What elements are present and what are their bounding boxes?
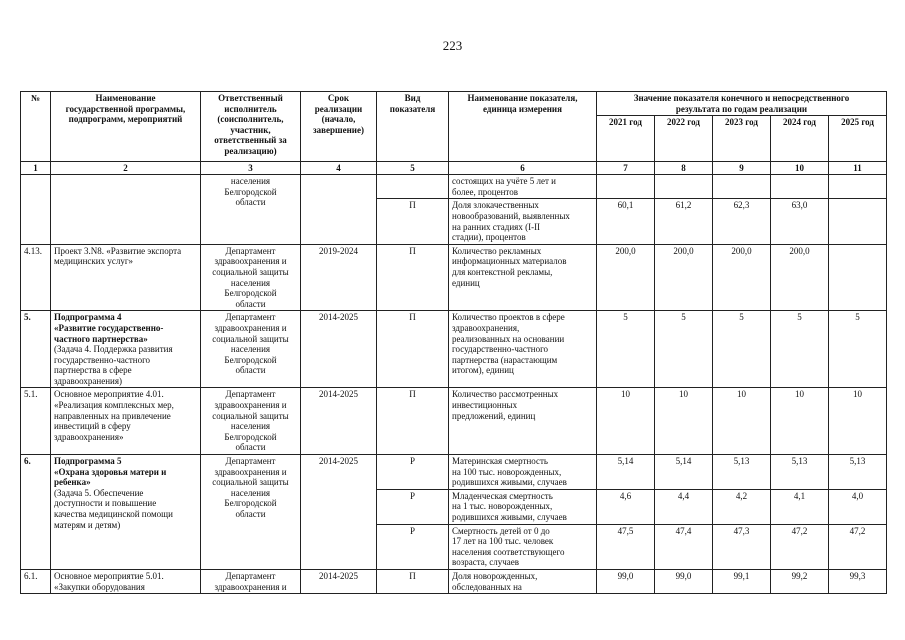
header-term: Срок реализации (начало, завершение): [301, 92, 377, 162]
row-value: [713, 175, 771, 199]
table-row: [21, 455, 887, 490]
row-value: 47,5: [597, 524, 655, 569]
row-indicator: Материнская смертность на 100 тыс. новорожденных, родившихся живыми, случаев: [449, 455, 597, 490]
row-name-cell: [51, 455, 201, 570]
row-value: [771, 175, 829, 199]
row-value: 60,1: [597, 199, 655, 244]
row-type: П: [377, 311, 449, 388]
table-row: [21, 311, 887, 388]
row-value: 61,2: [655, 199, 713, 244]
program-table: [20, 91, 887, 594]
row-term: [301, 175, 377, 245]
table-row: [21, 569, 887, 593]
row-value: 5: [597, 311, 655, 388]
row-indicator: Доля злокачественных новообразований, выявленных на ранних стадиях (I-II стадии), процентов: [449, 199, 597, 244]
row-value: [829, 244, 887, 311]
column-numbers-row: [21, 162, 887, 175]
row-value: 5,13: [713, 455, 771, 490]
row-value: [829, 199, 887, 244]
row-name: Проект 3.N8. «Развитие экспорта медицинских услуг»: [51, 244, 201, 311]
row-value: 5,14: [655, 455, 713, 490]
row-value: 62,3: [713, 199, 771, 244]
header-indicator: Наименование показателя, единица измерения: [449, 92, 597, 162]
row-type: Р: [377, 524, 449, 569]
column-number: 4: [301, 162, 377, 175]
row-type: [377, 175, 449, 199]
row-value: 10: [829, 388, 887, 455]
row-value: 99,3: [829, 569, 887, 593]
table-row: [21, 388, 887, 455]
row-value: 5,13: [829, 455, 887, 490]
row-no: 5.1.: [21, 388, 51, 455]
row-value: 5,13: [771, 455, 829, 490]
row-executor: Департамент здравоохранения и социальной защиты населения Белгородской области: [201, 388, 301, 455]
header-year: 2023 год: [713, 116, 771, 162]
header-values-group: Значение показателя конечного и непосредственного результата по годам реализации: [597, 92, 887, 116]
row-indicator: Доля новорожденных, обследованных на: [449, 569, 597, 593]
row-term: 2014-2025: [301, 388, 377, 455]
row-type: Р: [377, 489, 449, 524]
row-value: 200,0: [713, 244, 771, 311]
row-value: 99,0: [597, 569, 655, 593]
row-name: (Задача 5. Обеспечение доступности и повышение качества медицинской помощи матерям и детям): [54, 487, 173, 530]
row-value: 4,2: [713, 489, 771, 524]
row-name: Основное мероприятие 5.01. «Закупки оборудования: [51, 569, 201, 593]
row-no: 4.13.: [21, 244, 51, 311]
row-value: 200,0: [655, 244, 713, 311]
row-value: 4,6: [597, 489, 655, 524]
row-term: 2014-2025: [301, 569, 377, 593]
table-row: [21, 175, 887, 199]
row-value: [655, 175, 713, 199]
row-executor: Департамент здравоохранения и социальной защиты населения Белгородской области: [201, 455, 301, 570]
row-value: 47,4: [655, 524, 713, 569]
row-term: 2014-2025: [301, 311, 377, 388]
row-term: 2014-2025: [301, 455, 377, 570]
header-year: 2025 год: [829, 116, 887, 162]
row-name-bold: Подпрограмма 4 «Развитие государственно- частного партнерства»: [54, 312, 164, 344]
table-row: [21, 244, 887, 311]
row-name: (Задача 4. Поддержка развития государственно-частного партнерства в сфере здравоохранения): [54, 344, 173, 386]
row-no: 5.: [21, 311, 51, 388]
row-value: 99,0: [655, 569, 713, 593]
row-value: 99,2: [771, 569, 829, 593]
row-executor: населения Белгородской области: [201, 175, 301, 245]
column-number: 1: [21, 162, 51, 175]
column-number: 5: [377, 162, 449, 175]
row-value: [597, 175, 655, 199]
row-value: 5,14: [597, 455, 655, 490]
row-no: 6.: [21, 455, 51, 570]
row-indicator: Смертность детей от 0 до 17 лет на 100 тыс. человек населения соответствующего возраста, случаев: [449, 524, 597, 569]
header-year: 2021 год: [597, 116, 655, 162]
row-no: 6.1.: [21, 569, 51, 593]
row-type: Р: [377, 455, 449, 490]
column-number: 9: [713, 162, 771, 175]
row-value: 47,2: [771, 524, 829, 569]
page-number: 223: [442, 38, 463, 53]
row-value: 5: [655, 311, 713, 388]
row-value: 99,1: [713, 569, 771, 593]
header-no: №: [21, 92, 51, 162]
row-value: 10: [597, 388, 655, 455]
row-indicator: Количество рассмотренных инвестиционных предложений, единиц: [449, 388, 597, 455]
column-number: 3: [201, 162, 301, 175]
row-value: [829, 175, 887, 199]
column-number: 8: [655, 162, 713, 175]
row-type: П: [377, 388, 449, 455]
row-value: 47,2: [829, 524, 887, 569]
row-indicator: Младенческая смертность на 1 тыс. новорожденных, родившихся живыми, случаев: [449, 489, 597, 524]
row-value: 4,0: [829, 489, 887, 524]
row-value: 5: [829, 311, 887, 388]
column-number: 2: [51, 162, 201, 175]
row-term: 2019-2024: [301, 244, 377, 311]
row-value: 4,4: [655, 489, 713, 524]
row-executor: Департамент здравоохранения и социальной защиты населения Белгородской области: [201, 244, 301, 311]
row-type: П: [377, 199, 449, 244]
row-value: 10: [655, 388, 713, 455]
row-indicator: Количество проектов в сфере здравоохранения, реализованных на основании государственно-частного партнерства (нарастающим итогом), единиц: [449, 311, 597, 388]
row-name-bold: Подпрограмма 5 «Охрана здоровья матери и ребенка»: [54, 456, 167, 488]
row-value: 47,3: [713, 524, 771, 569]
row-no: [21, 175, 51, 245]
column-number: 6: [449, 162, 597, 175]
row-type: П: [377, 244, 449, 311]
row-indicator: Количество рекламных информационных материалов для контекстной рекламы, единиц: [449, 244, 597, 311]
header-year: 2022 год: [655, 116, 713, 162]
row-value: 63,0: [771, 199, 829, 244]
column-number: 7: [597, 162, 655, 175]
row-value: 200,0: [771, 244, 829, 311]
row-indicator: состоящих на учёте 5 лет и более, процентов: [449, 175, 597, 199]
row-value: 4,1: [771, 489, 829, 524]
row-value: 200,0: [597, 244, 655, 311]
header-type: Вид показателя: [377, 92, 449, 162]
row-name-cell: [51, 311, 201, 388]
row-value: 5: [713, 311, 771, 388]
row-executor: Департамент здравоохранения и: [201, 569, 301, 593]
column-number: 10: [771, 162, 829, 175]
header-executor: Ответственный исполнитель (соисполнитель, участник, ответственный за реализацию): [201, 92, 301, 162]
header-name: Наименование государственной программы, подпрограмм, мероприятий: [51, 92, 201, 162]
row-executor: Департамент здравоохранения и социальной защиты населения Белгородской области: [201, 311, 301, 388]
row-value: 10: [713, 388, 771, 455]
row-value: 10: [771, 388, 829, 455]
row-value: 5: [771, 311, 829, 388]
header-row: [21, 92, 887, 116]
column-number: 11: [829, 162, 887, 175]
row-name: [51, 175, 201, 245]
row-type: П: [377, 569, 449, 593]
header-year: 2024 год: [771, 116, 829, 162]
row-name: Основное мероприятие 4.01. «Реализация комплексных мер, направленных на привлечение инвестиций в сферу здравоохранения»: [51, 388, 201, 455]
